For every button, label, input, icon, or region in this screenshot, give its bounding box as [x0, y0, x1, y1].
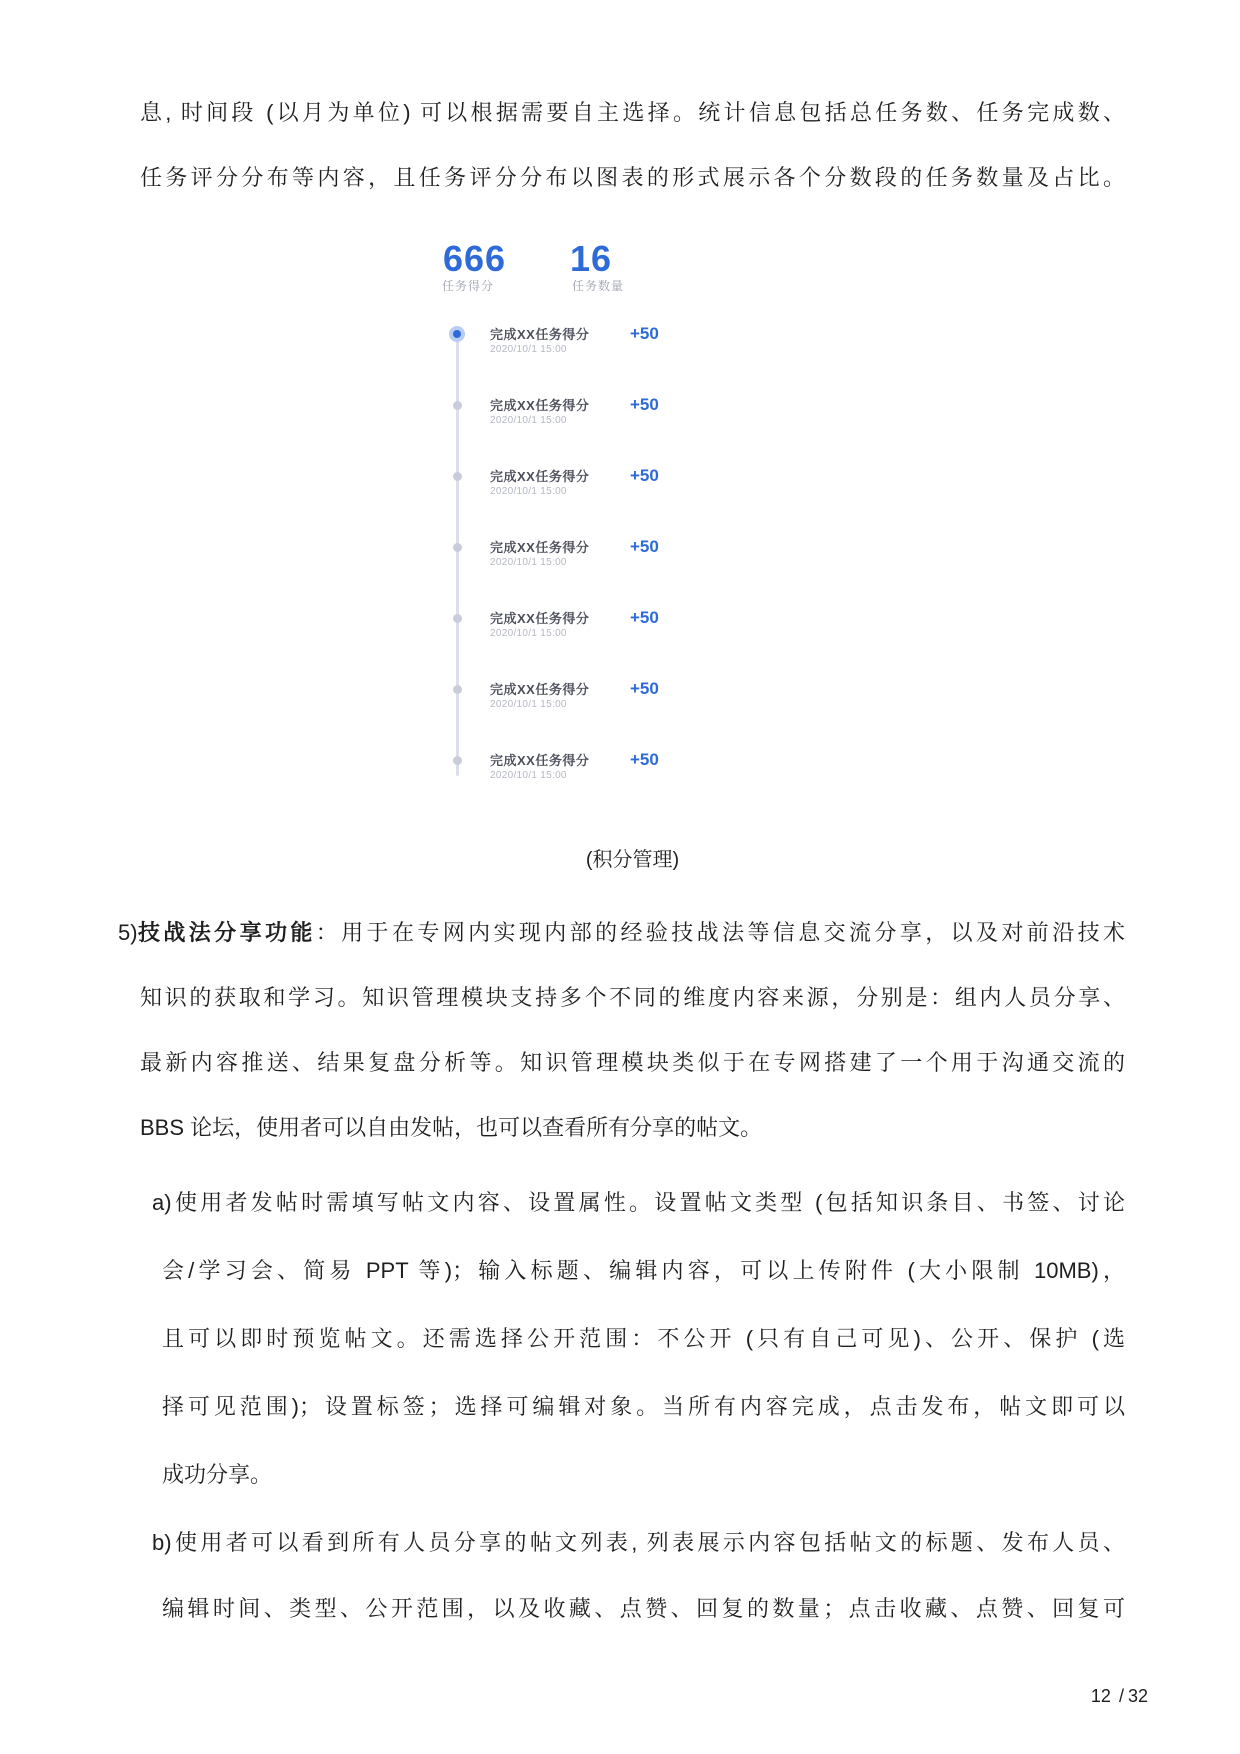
paragraph-line: BBS 论坛，使用者可以自由发帖，也可以查看所有分享的帖文。: [140, 1115, 763, 1140]
section-title-suffix: ：用于在专网内实现内部的经验技战法等信息交流分享，以及对前沿技术: [315, 920, 1125, 945]
timeline-item: [442, 322, 678, 393]
timeline-item-title: 完成XX任务得分: [490, 327, 590, 342]
timeline-item: [442, 606, 678, 677]
figure-caption: (积分管理): [585, 849, 680, 871]
timeline-active-dot-icon: [449, 326, 465, 342]
list-marker-5: 5): [118, 920, 138, 945]
paragraph-line: 会/学习会、简易 PPT 等)；输入标题、编辑内容，可以上传附件 (大小限制 10MB)，: [162, 1258, 1125, 1283]
timeline-item-title: 完成XX任务得分: [490, 540, 590, 555]
stat-task-score-value: 666: [443, 238, 507, 279]
timeline-item-time: 2020/10/1 15:00: [490, 486, 567, 497]
paragraph-line: 使用者可以看到所有人员分享的帖文列表, 列表展示内容包括帖文的标题、发布人员、: [175, 1530, 1125, 1555]
stat-task-count-label: 任务数量: [572, 279, 625, 293]
paragraph-line: [138, 916, 1125, 950]
timeline-item-time: 2020/10/1 15:00: [490, 628, 567, 639]
paragraph-line: 且可以即时预览帖文。还需选择公开范围：不公开 (只有自己可见)、公开、保护 (选: [162, 1326, 1125, 1351]
timeline-item: [442, 677, 678, 748]
timeline-item-score: +50: [630, 324, 659, 343]
timeline-item-title: 完成XX任务得分: [490, 469, 590, 484]
timeline-item-score: +50: [630, 679, 659, 698]
section-title: 技战法分享功能: [138, 920, 316, 945]
page-number-separator: /: [1118, 1686, 1124, 1706]
timeline-dot-icon: [453, 472, 462, 481]
paragraph-line: 最新内容推送、结果复盘分析等。知识管理模块类似于在专网搭建了一个用于沟通交流的: [140, 1050, 1125, 1075]
timeline-dot-icon: [453, 543, 462, 552]
stat-task-count-value: 16: [570, 238, 613, 279]
timeline-item: [442, 748, 678, 819]
timeline-dot-icon: [453, 685, 462, 694]
paragraph-line: 编辑时间、类型、公开范围，以及收藏、点赞、回复的数量；点击收藏、点赞、回复可: [162, 1596, 1125, 1621]
timeline-item: [442, 535, 678, 606]
timeline-item: [442, 393, 678, 464]
paragraph-line: 成功分享。: [162, 1462, 273, 1487]
page-number-current: 12: [1090, 1686, 1111, 1706]
timeline-dot-icon: [453, 401, 462, 410]
score-timeline: [442, 322, 678, 819]
paragraph-line: 使用者发帖时需填写帖文内容、设置属性。设置帖文类型 (包括知识条目、书签、讨论: [175, 1190, 1125, 1215]
page-number-total: 32: [1127, 1686, 1148, 1706]
timeline-item-title: 完成XX任务得分: [490, 682, 590, 697]
timeline-item-score: +50: [630, 750, 659, 769]
timeline-item-time: 2020/10/1 15:00: [490, 344, 567, 355]
timeline-item-time: 2020/10/1 15:00: [490, 557, 567, 568]
timeline-item-score: +50: [630, 537, 659, 556]
timeline-item-title: 完成XX任务得分: [490, 753, 590, 768]
timeline-item-title: 完成XX任务得分: [490, 398, 590, 413]
timeline-dot-icon: [453, 614, 462, 623]
paragraph-line: 息, 时间段 (以月为单位) 可以根据需要自主选择。统计信息包括总任务数、任务完成数、: [140, 100, 1125, 125]
timeline-item-time: 2020/10/1 15:00: [490, 415, 567, 426]
timeline-item-title: 完成XX任务得分: [490, 611, 590, 626]
paragraph-line: 知识的获取和学习。知识管理模块支持多个不同的维度内容来源，分别是：组内人员分享、: [140, 985, 1125, 1010]
list-marker-a: a): [152, 1190, 172, 1215]
timeline-item-time: 2020/10/1 15:00: [490, 699, 567, 710]
paragraph-line: 任务评分分布等内容，且任务评分分布以图表的形式展示各个分数段的任务数量及占比。: [140, 165, 1125, 190]
list-marker-b: b): [152, 1530, 172, 1555]
timeline-item-score: +50: [630, 466, 659, 485]
paragraph-line: 择可见范围)；设置标签；选择可编辑对象。当所有内容完成，点击发布，帖文即可以: [162, 1394, 1125, 1419]
timeline-item-score: +50: [630, 608, 659, 627]
page-number: [1091, 1686, 1148, 1707]
stat-task-score-label: 任务得分: [442, 279, 495, 293]
timeline-item-score: +50: [630, 395, 659, 414]
timeline-dot-icon: [453, 756, 462, 765]
timeline-item: [442, 464, 678, 535]
timeline-item-time: 2020/10/1 15:00: [490, 770, 567, 781]
